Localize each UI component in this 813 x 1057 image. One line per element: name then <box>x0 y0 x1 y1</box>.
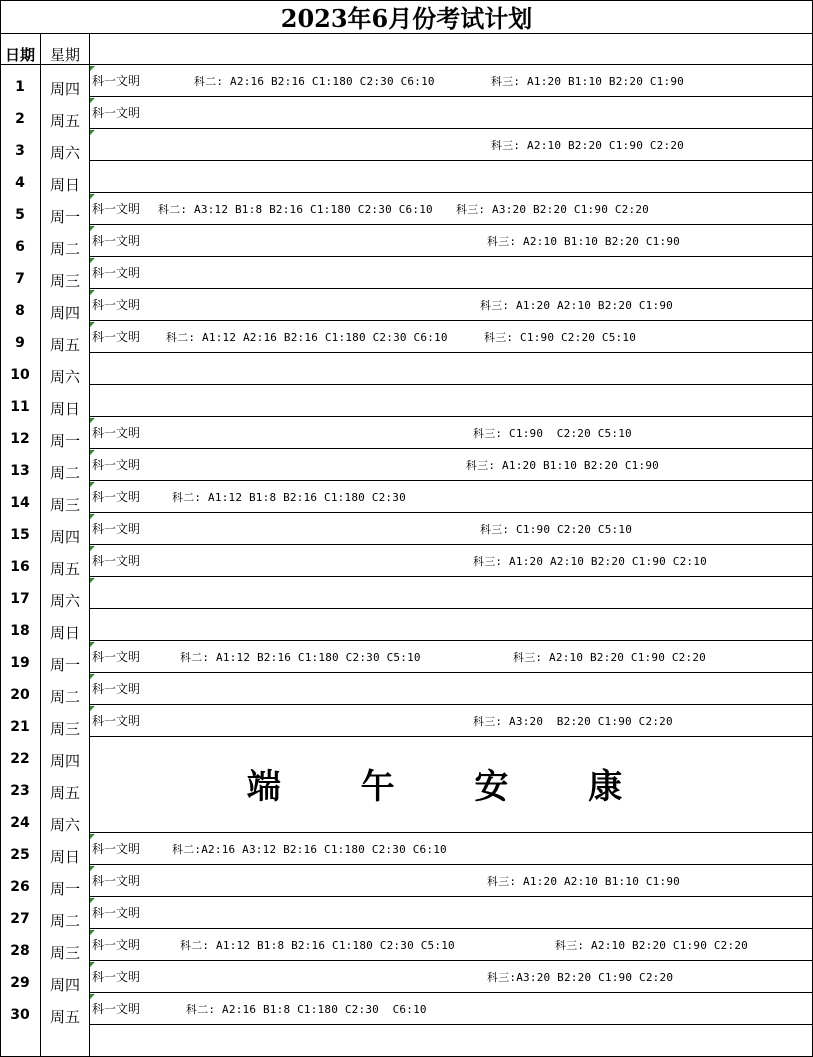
weekday-label: 周日 <box>49 176 80 194</box>
cell-comment-marker <box>90 994 95 999</box>
weekday-label: 周六 <box>49 592 80 610</box>
subject3-schedule: 科三: A1:20 A2:10 B1:10 C1:90 <box>487 875 680 888</box>
day-number: 8 <box>15 303 25 319</box>
cell-comment-marker <box>90 866 95 871</box>
subject1-label: 科一文明 <box>92 330 141 344</box>
row-divider <box>89 352 813 353</box>
row-divider <box>89 480 813 481</box>
cell-comment-marker <box>90 706 95 711</box>
day-number: 4 <box>15 175 25 191</box>
row-divider <box>89 544 813 545</box>
weekday-label: 周五 <box>49 784 80 802</box>
weekday-label: 周五 <box>49 560 80 578</box>
row-divider <box>89 832 813 833</box>
day-number: 9 <box>15 335 25 351</box>
day-number: 1 <box>15 79 25 95</box>
subject1-label: 科一文明 <box>92 458 141 472</box>
header-weekday: 星期 <box>49 46 80 64</box>
weekday-label: 周四 <box>49 976 80 994</box>
cell-comment-marker <box>90 130 95 135</box>
row-divider <box>89 416 813 417</box>
cell-comment-marker <box>90 546 95 551</box>
row-divider <box>89 736 813 737</box>
weekday-label: 周六 <box>49 144 80 162</box>
subject3-schedule: 科三: C1:90 C2:20 C5:10 <box>484 331 637 344</box>
subject2-schedule: 科二: A1:12 B1:8 B2:16 C1:180 C2:30 <box>172 491 406 504</box>
subject2-schedule: 科二: A3:12 B1:8 B2:16 C1:180 C2:30 C6:10 <box>158 203 433 216</box>
border-left <box>0 0 1 1057</box>
header-date: 日期 <box>4 46 35 64</box>
row-divider <box>89 512 813 513</box>
day-number: 7 <box>15 271 25 287</box>
subject2-schedule: 科二: A2:16 B1:8 C1:180 C2:30 C6:10 <box>186 1003 427 1016</box>
holiday-banner: 端 午 安 康 <box>246 767 657 807</box>
subject1-label: 科一文明 <box>92 522 141 536</box>
border-top <box>0 0 813 1</box>
day-number: 29 <box>10 975 30 991</box>
row-divider <box>89 224 813 225</box>
row-divider <box>89 704 813 705</box>
day-number: 20 <box>10 687 30 703</box>
col-divider-2 <box>89 33 90 1057</box>
weekday-label: 周一 <box>49 432 80 450</box>
subject1-label: 科一文明 <box>92 682 141 696</box>
day-number: 13 <box>10 463 30 479</box>
day-number: 10 <box>10 367 30 383</box>
col-divider-1 <box>40 33 41 1057</box>
subject1-label: 科一文明 <box>92 202 141 216</box>
row-divider <box>89 448 813 449</box>
cell-comment-marker <box>90 962 95 967</box>
weekday-label: 周二 <box>49 464 80 482</box>
subject1-label: 科一文明 <box>92 554 141 568</box>
weekday-label: 周日 <box>49 400 80 418</box>
weekday-label: 周一 <box>49 656 80 674</box>
weekday-label: 周五 <box>49 1008 80 1026</box>
row-divider <box>89 640 813 641</box>
weekday-label: 周四 <box>49 752 80 770</box>
subject2-schedule: 科二: A1:12 A2:16 B2:16 C1:180 C2:30 C6:10 <box>166 331 448 344</box>
subject1-label: 科一文明 <box>92 426 141 440</box>
subject3-schedule: 科三: A3:20 B2:20 C1:90 C2:20 <box>473 715 673 728</box>
subject1-label: 科一文明 <box>92 1002 141 1016</box>
cell-comment-marker <box>90 898 95 903</box>
weekday-label: 周六 <box>49 816 80 834</box>
row-divider <box>89 896 813 897</box>
subject1-label: 科一文明 <box>92 298 141 312</box>
subject2-schedule: 科二: A2:16 B2:16 C1:180 C2:30 C6:10 <box>194 75 435 88</box>
weekday-label: 周五 <box>49 336 80 354</box>
day-number: 27 <box>10 911 30 927</box>
subject1-label: 科一文明 <box>92 842 141 856</box>
row-divider <box>89 384 813 385</box>
subject1-label: 科一文明 <box>92 266 141 280</box>
subject2-schedule: 科二:A2:16 A3:12 B2:16 C1:180 C2:30 C6:10 <box>172 843 447 856</box>
subject2-schedule: 科二: A1:12 B2:16 C1:180 C2:30 C5:10 <box>180 651 421 664</box>
subject1-label: 科一文明 <box>92 714 141 728</box>
day-number: 14 <box>10 495 30 511</box>
weekday-label: 周四 <box>49 304 80 322</box>
weekday-label: 周四 <box>49 80 80 98</box>
row-divider <box>89 864 813 865</box>
cell-comment-marker <box>90 322 95 327</box>
subject1-label: 科一文明 <box>92 234 141 248</box>
subject1-label: 科一文明 <box>92 874 141 888</box>
day-number: 16 <box>10 559 30 575</box>
cell-comment-marker <box>90 930 95 935</box>
subject3-schedule: 科三: A1:20 B1:10 B2:20 C1:90 <box>491 75 684 88</box>
subject2-schedule: 科二: A1:12 B1:8 B2:16 C1:180 C2:30 C5:10 <box>180 939 455 952</box>
row-divider <box>89 608 813 609</box>
weekday-label: 周三 <box>49 496 80 514</box>
cell-comment-marker <box>90 642 95 647</box>
day-number: 5 <box>15 207 25 223</box>
weekday-label: 周一 <box>49 880 80 898</box>
row-divider <box>89 96 813 97</box>
cell-comment-marker <box>90 290 95 295</box>
day-number: 24 <box>10 815 30 831</box>
subject3-schedule: 科三: A2:10 B2:20 C1:90 C2:20 <box>491 139 684 152</box>
subject1-label: 科一文明 <box>92 970 141 984</box>
weekday-label: 周二 <box>49 688 80 706</box>
cell-comment-marker <box>90 258 95 263</box>
row-divider <box>89 928 813 929</box>
weekday-label: 周三 <box>49 944 80 962</box>
weekday-label: 周一 <box>49 208 80 226</box>
cell-comment-marker <box>90 674 95 679</box>
subject3-schedule: 科三: A2:10 B2:20 C1:90 C2:20 <box>555 939 748 952</box>
subject1-label: 科一文明 <box>92 106 141 120</box>
weekday-label: 周二 <box>49 240 80 258</box>
day-number: 23 <box>10 783 30 799</box>
header-divider <box>0 64 813 65</box>
subject3-schedule: 科三: A2:10 B2:20 C1:90 C2:20 <box>513 651 706 664</box>
weekday-label: 周日 <box>49 624 80 642</box>
day-number: 12 <box>10 431 30 447</box>
weekday-label: 周日 <box>49 848 80 866</box>
row-divider <box>89 256 813 257</box>
subject3-schedule: 科三: C1:90 C2:20 C5:10 <box>473 427 632 440</box>
day-number: 28 <box>10 943 30 959</box>
cell-comment-marker <box>90 834 95 839</box>
subject1-label: 科一文明 <box>92 906 141 920</box>
subject3-schedule: 科三:A3:20 B2:20 C1:90 C2:20 <box>487 971 674 984</box>
row-divider <box>89 1024 813 1025</box>
row-divider <box>89 160 813 161</box>
cell-comment-marker <box>90 194 95 199</box>
weekday-label: 周六 <box>49 368 80 386</box>
cell-comment-marker <box>90 66 95 71</box>
weekday-label: 周四 <box>49 528 80 546</box>
weekday-label: 周二 <box>49 912 80 930</box>
cell-comment-marker <box>90 98 95 103</box>
page-title: 2023年6月份考试计划 <box>280 4 533 33</box>
day-number: 15 <box>10 527 30 543</box>
cell-comment-marker <box>90 226 95 231</box>
title-divider <box>0 33 813 34</box>
cell-comment-marker <box>90 482 95 487</box>
row-divider <box>89 672 813 673</box>
day-number: 21 <box>10 719 30 735</box>
day-number: 6 <box>15 239 25 255</box>
subject3-schedule: 科三: A1:20 A2:10 B2:20 C1:90 <box>480 299 673 312</box>
day-number: 11 <box>10 399 30 415</box>
row-divider <box>89 128 813 129</box>
subject1-label: 科一文明 <box>92 490 141 504</box>
row-divider <box>89 992 813 993</box>
day-number: 2 <box>15 111 25 127</box>
day-number: 19 <box>10 655 30 671</box>
day-number: 18 <box>10 623 30 639</box>
row-divider <box>89 320 813 321</box>
weekday-label: 周五 <box>49 112 80 130</box>
row-divider <box>89 576 813 577</box>
subject3-schedule: 科三: A3:20 B2:20 C1:90 C2:20 <box>456 203 649 216</box>
weekday-label: 周三 <box>49 720 80 738</box>
weekday-label: 周三 <box>49 272 80 290</box>
subject3-schedule: 科三: C1:90 C2:20 C5:10 <box>480 523 633 536</box>
row-divider <box>89 960 813 961</box>
day-number: 17 <box>10 591 30 607</box>
day-number: 3 <box>15 143 25 159</box>
row-divider <box>89 192 813 193</box>
day-number: 22 <box>10 751 30 767</box>
subject1-label: 科一文明 <box>92 650 141 664</box>
cell-comment-marker <box>90 450 95 455</box>
day-number: 26 <box>10 879 30 895</box>
day-number: 30 <box>10 1007 30 1023</box>
cell-comment-marker <box>90 418 95 423</box>
day-number: 25 <box>10 847 30 863</box>
subject3-schedule: 科三: A2:10 B1:10 B2:20 C1:90 <box>487 235 680 248</box>
subject1-label: 科一文明 <box>92 938 141 952</box>
subject1-label: 科一文明 <box>92 74 141 88</box>
subject3-schedule: 科三: A1:20 B1:10 B2:20 C1:90 <box>466 459 659 472</box>
cell-comment-marker <box>90 514 95 519</box>
subject3-schedule: 科三: A1:20 A2:10 B2:20 C1:90 C2:10 <box>473 555 707 568</box>
cell-comment-marker <box>90 578 95 583</box>
row-divider <box>89 288 813 289</box>
